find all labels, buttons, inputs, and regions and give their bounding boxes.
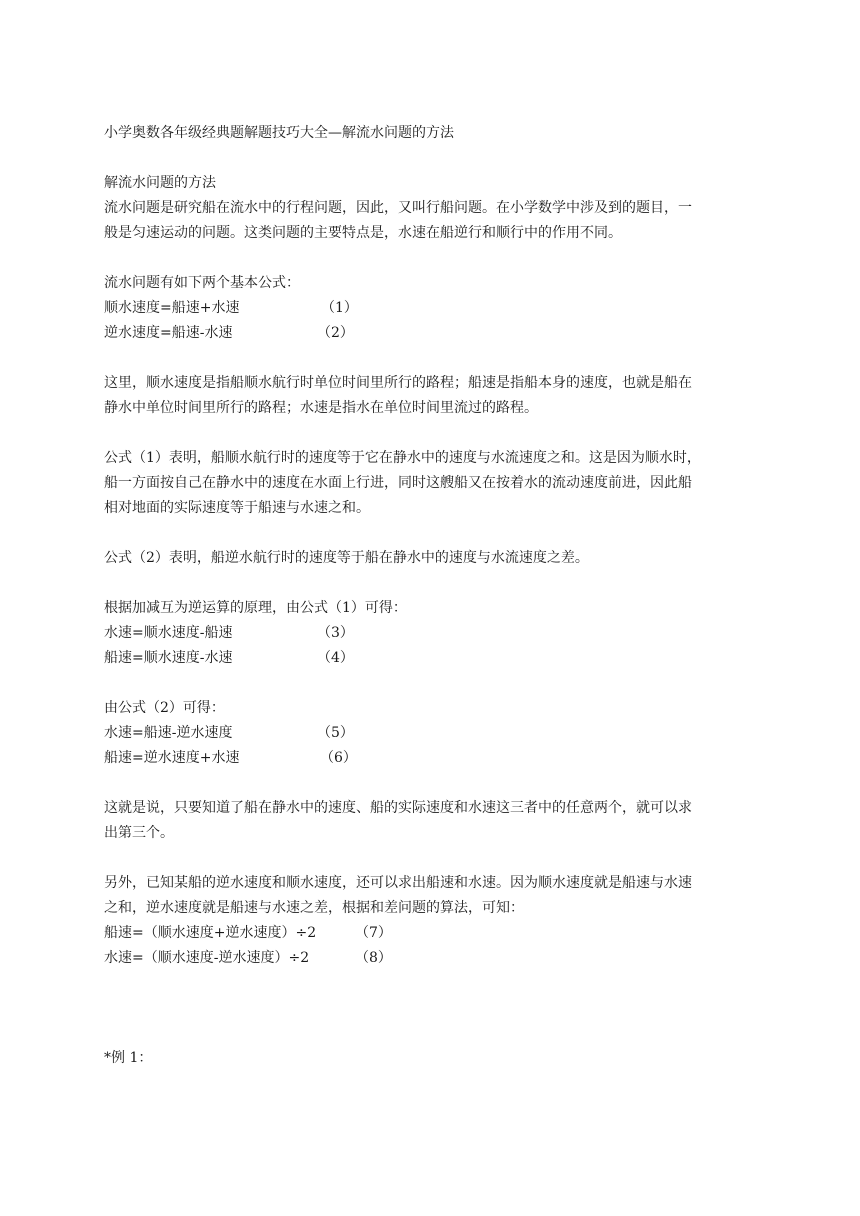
formula-7-text: 船速=（顺水速度+逆水速度）÷2 [104,925,317,941]
summary-line-2: 出第三个。 [104,825,174,841]
derive-1-intro: 根据加减互为逆运算的原理，由公式（1）可得： [104,600,407,616]
formula1-explain-line-3: 相对地面的实际速度等于船速与水速之和。 [104,500,370,516]
intro-line-1: 流水问题是研究船在流水中的行程问题，因此，又叫行船问题。在小学数学中涉及到的题目，一 [104,200,692,216]
derive-2-intro: 由公式（2）可得： [104,700,225,716]
formula-2-text: 逆水速度=船速-水速 [104,325,233,341]
formula-2-number: （2） [317,325,354,341]
formula-1-text: 顺水速度=船速+水速 [104,300,240,316]
explain-line-1: 这里，顺水速度是指船顺水航行时单位时间里所行的路程；船速是指船本身的速度，也就是船在 [104,375,692,391]
formula-5-number: （5） [317,725,354,741]
formula-3-number: （3） [317,625,354,641]
formula-8-text: 水速=（顺水速度-逆水速度）÷2 [104,950,310,966]
formula-8-number: （8） [355,950,392,966]
intro-line-2: 般是匀速运动的问题。这类问题的主要特点是，水速在船逆行和顺行中的作用不同。 [104,225,622,241]
formula2-explain: 公式（2）表明，船逆水航行时的速度等于船在静水中的速度与水流速度之差。 [104,550,589,566]
additional-line-1: 另外，已知某船的逆水速度和顺水速度，还可以求出船速和水速。因为顺水速度就是船速与水速 [104,875,692,891]
formula-6-number: （6） [320,750,357,766]
formula1-explain-line-1: 公式（1）表明，船顺水航行时的速度等于它在静水中的速度与水流速度之和。这是因为顺水时， [104,450,701,466]
example-label: *例 1： [104,1050,153,1066]
summary-line-1: 这就是说，只要知道了船在静水中的速度、船的实际速度和水速这三者中的任意两个，就可以求 [104,800,692,816]
formula-4-number: （4） [317,650,354,666]
formula-4-text: 船速=顺水速度-水速 [104,650,233,666]
explain-line-2: 静水中单位时间里所行的路程；水速是指水在单位时间里流过的路程。 [104,400,538,416]
formula-1-number: （1） [321,300,358,316]
formula1-explain-line-2: 船一方面按自己在静水中的速度在水面上行进，同时这艘船又在按着水的流动速度前进，因此船 [104,475,692,491]
document-title: 小学奥数各年级经典题解题技巧大全—解流水问题的方法 [104,125,454,141]
formula-6-text: 船速=逆水速度+水速 [104,750,240,766]
formula-5-text: 水速=船速-逆水速度 [104,725,233,741]
formulas-intro: 流水问题有如下两个基本公式： [104,275,300,291]
additional-line-2: 之和，逆水速度就是船速与水速之差，根据和差问题的算法，可知： [104,900,524,916]
formula-7-number: （7） [355,925,392,941]
formula-3-text: 水速=顺水速度-船速 [104,625,233,641]
section-heading: 解流水问题的方法 [104,175,216,191]
